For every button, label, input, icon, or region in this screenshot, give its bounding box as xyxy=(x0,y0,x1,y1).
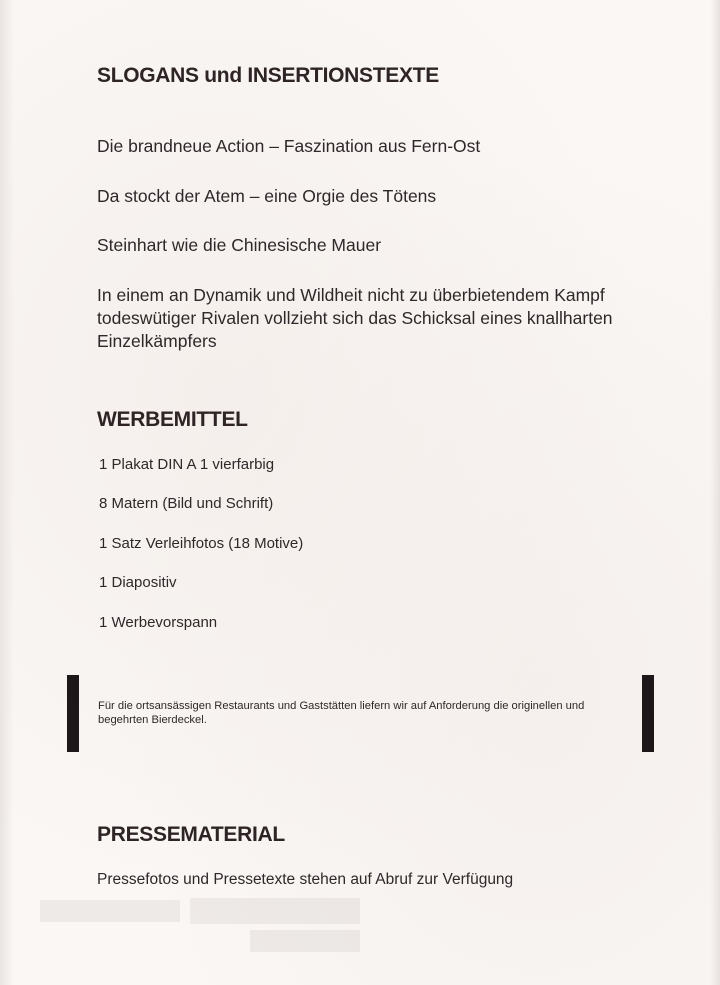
right-marker-bar xyxy=(642,675,654,752)
slogan-paragraph: In einem an Dynamik und Wildheit nicht zu überbietendem Kampf todeswütiger Rivalen vollzieht sich das Schicksal eines knallharten Einzelkämpfers xyxy=(97,285,613,351)
page-edge-left xyxy=(0,0,14,985)
werbemittel-item: 1 Werbevorspann xyxy=(99,614,218,631)
slogan-line: Da stockt der Atem – eine Orgie des Tötens xyxy=(97,186,437,206)
werbemittel-item: 1 Satz Verleihfotos (18 Motive) xyxy=(99,535,304,552)
page-edge-right xyxy=(710,0,720,985)
show-through-smudge xyxy=(40,890,380,960)
werbemittel-item: 8 Matern (Bild und Schrift) xyxy=(99,495,274,512)
slogans-heading: SLOGANS und INSERTIONSTEXTE xyxy=(97,64,439,87)
slogan-line: Die brandneue Action – Faszination aus Fern-Ost xyxy=(97,136,481,156)
pressematerial-text: Pressefotos und Pressetexte stehen auf Abruf zur Verfügung xyxy=(97,871,514,888)
werbemittel-heading: WERBEMITTEL xyxy=(97,408,248,431)
slogan-line: Steinhart wie die Chinesische Mauer xyxy=(97,235,382,255)
pressematerial-heading: PRESSEMATERIAL xyxy=(97,823,285,846)
werbemittel-item: 1 Plakat DIN A 1 vierfarbig xyxy=(99,456,275,473)
werbemittel-item: 1 Diapositiv xyxy=(99,574,177,591)
bierdeckel-note: Für die ortsansässigen Restaurants und Gaststätten liefern wir auf Anforderung die originellen und begehrten Bierdeckel. xyxy=(98,700,585,726)
left-marker-bar xyxy=(67,675,79,752)
